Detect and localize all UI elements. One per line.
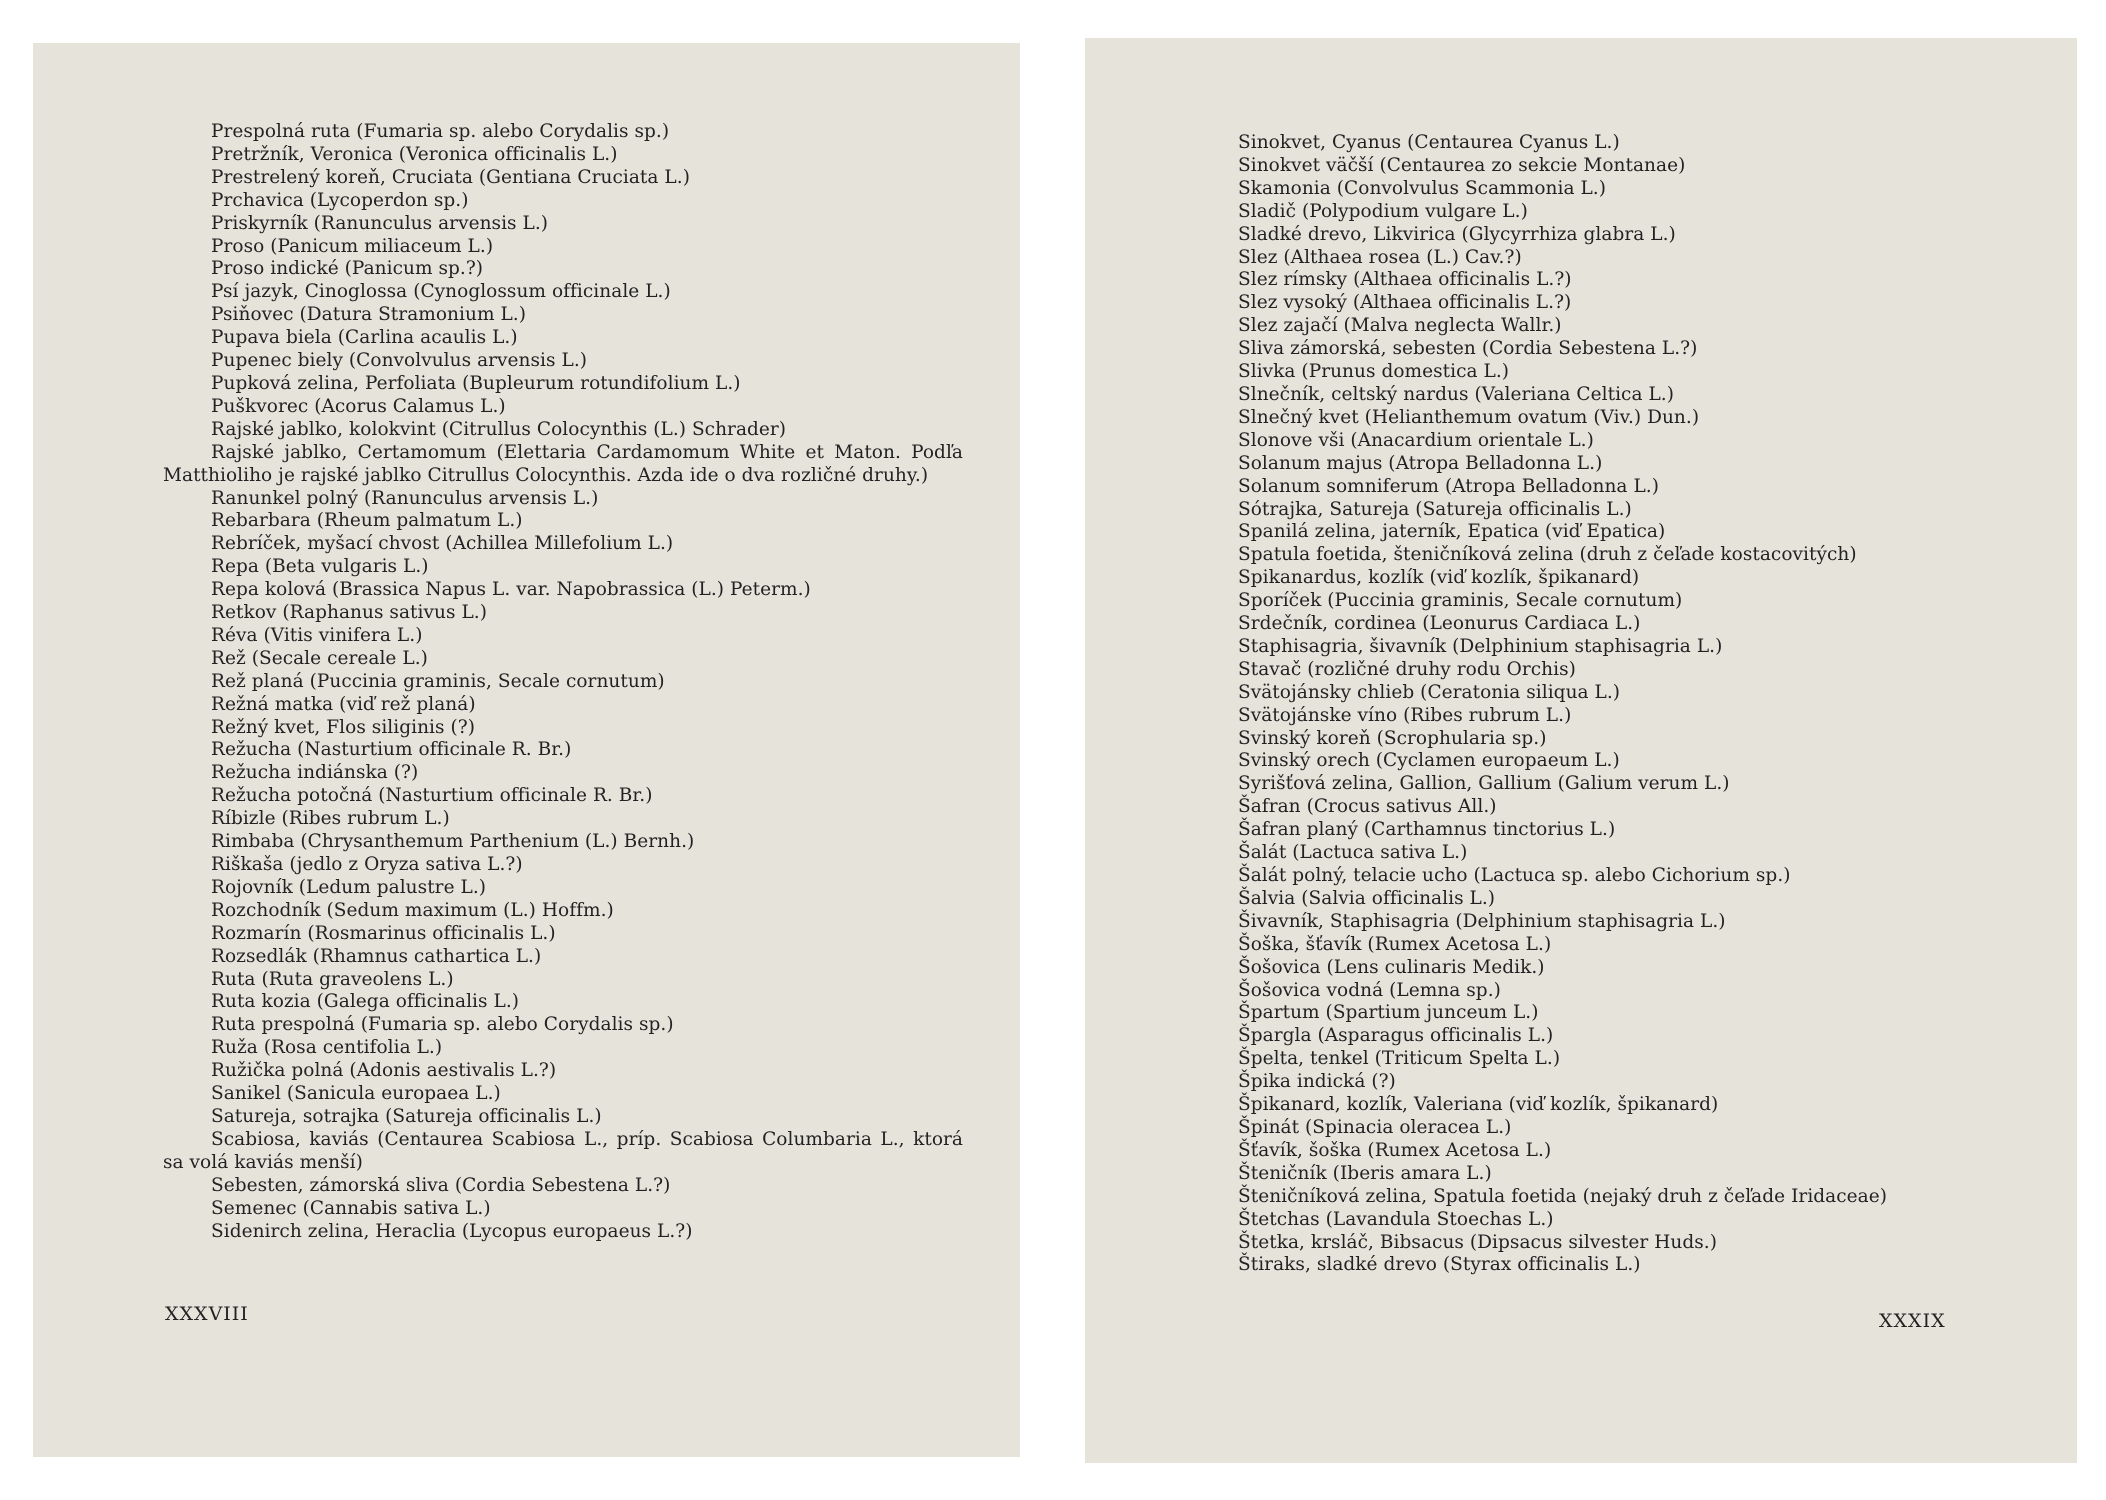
list-item: Štiraks, sladké drevo (Styrax officinalis L.)	[1238, 1254, 1641, 1276]
list-item: Repa (Beta vulgaris L.)	[211, 556, 429, 578]
list-item: Špikanard, kozlík, Valeriana (viď kozlík, špikanard)	[1238, 1094, 1719, 1116]
list-item: Šoška, šťavík (Rumex Acetosa L.)	[1238, 933, 1552, 955]
list-item: Ružička polná (Adonis aestivalis L.?)	[211, 1060, 557, 1082]
list-item: Proso (Panicum miliaceum L.)	[211, 235, 494, 257]
list-item: Rimbaba (Chrysanthemum Parthenium (L.) Bernh.)	[211, 831, 695, 853]
list-item: Slez rímsky (Althaea officinalis L.?)	[1238, 269, 1572, 291]
list-item: Šafran planý (Carthamnus tinctorius L.)	[1238, 819, 1616, 841]
list-item: Rozmarín (Rosmarinus officinalis L.)	[211, 922, 556, 944]
list-item: Rež (Secale cereale L.)	[211, 647, 428, 669]
list-item: Svinský koreň (Scrophularia sp.)	[1238, 727, 1547, 749]
list-item: Rebarbara (Rheum palmatum L.)	[211, 510, 523, 532]
list-item: Rojovník (Ledum palustre L.)	[211, 876, 487, 898]
list-item: Spanilá zelina, jaterník, Epatica (viď Epatica)	[1238, 521, 1666, 543]
list-item: Rebríček, myšací chvost (Achillea Millefolium L.)	[211, 533, 674, 555]
list-item: Svätojánske víno (Ribes rubrum L.)	[1238, 704, 1572, 726]
list-item: Psiňovec (Datura Stramonium L.)	[211, 304, 527, 326]
list-item: Šivavník, Staphisagria (Delphinium staphisagria L.)	[1238, 910, 1726, 932]
list-item: Režucha indiánska (?)	[211, 762, 419, 784]
list-item: Šalát (Lactuca sativa L.)	[1238, 842, 1468, 864]
list-item: Sebesten, zámorská sliva (Cordia Sebestena L.?)	[211, 1174, 671, 1196]
list-item: Solanum somniferum (Atropa Belladonna L.)	[1238, 475, 1659, 497]
list-item: Režný kvet, Flos siliginis (?)	[211, 716, 476, 738]
list-item: Skamonia (Convolvulus Scammonia L.)	[1238, 177, 1607, 199]
list-item: Slivka (Prunus domestica L.)	[1238, 361, 1510, 383]
list-item: Šošovica vodná (Lemna sp.)	[1238, 979, 1501, 1001]
left-page	[33, 43, 1020, 1457]
list-item: Retkov (Raphanus sativus L.)	[211, 602, 487, 624]
right-page	[1085, 38, 2077, 1463]
list-item: Svinský orech (Cyclamen europaeum L.)	[1238, 750, 1620, 772]
list-item: Prespolná ruta (Fumaria sp. alebo Corydalis sp.)	[211, 121, 670, 142]
list-item: Šteničník (Iberis amara L.)	[1238, 1162, 1492, 1184]
list-item: Rajské jablko, Certamomum (Elettaria Cardamomum White et Maton. Podľa Matthioliho je rajské jablko Citrullus Colocynthis. Azda ide o dva rozličné druhy.)	[163, 441, 963, 486]
list-item: Priskyrník (Ranunculus arvensis L.)	[211, 212, 549, 234]
list-item: Špargla (Asparagus officinalis L.)	[1238, 1025, 1554, 1047]
list-item: Šafran (Crocus sativus All.)	[1238, 796, 1497, 818]
list-item: Sinokvet, Cyanus (Centaurea Cyanus L.)	[1238, 132, 1620, 153]
list-item: Syrišťová zelina, Gallion, Gallium (Galium verum L.)	[1238, 773, 1730, 795]
list-item: Špika indická (?)	[1238, 1071, 1396, 1093]
list-item: Prchavica (Lycoperdon sp.)	[211, 189, 469, 211]
list-item: Slnečník, celtský nardus (Valeriana Celtica L.)	[1238, 383, 1674, 405]
list-item: Satureja, sotrajka (Satureja officinalis L.)	[211, 1105, 602, 1127]
list-item: Sinokvet väčší (Centaurea zo sekcie Montanae)	[1238, 154, 1686, 176]
list-item: Ruta prespolná (Fumaria sp. alebo Corydalis sp.)	[211, 1014, 674, 1036]
list-item: Ranunkel polný (Ranunculus arvensis L.)	[211, 487, 599, 509]
list-item: Režucha potočná (Nasturtium officinale R. Br.)	[211, 785, 653, 807]
list-item: Rozsedlák (Rhamnus cathartica L.)	[211, 945, 542, 967]
list-item: Slez zajačí (Malva neglecta Wallr.)	[1238, 315, 1562, 337]
list-item: Slez (Althaea rosea (L.) Cav.?)	[1238, 246, 1522, 268]
list-item: Puškvorec (Acorus Calamus L.)	[211, 395, 506, 417]
list-item: Sótrajka, Satureja (Satureja officinalis L.)	[1238, 498, 1632, 520]
list-item: Pupková zelina, Perfoliata (Bupleurum rotundifolium L.)	[211, 372, 741, 394]
list-item: Slonove vši (Anacardium orientale L.)	[1238, 429, 1594, 451]
list-item: Semenec (Cannabis sativa L.)	[211, 1197, 491, 1219]
list-item: Rozchodník (Sedum maximum (L.) Hoffm.)	[211, 899, 614, 921]
list-item: Slnečný kvet (Helianthemum ovatum (Viv.) Dun.)	[1238, 406, 1700, 428]
list-item: Rež planá (Puccinia graminis, Secale cornutum)	[211, 670, 665, 692]
list-item: Pretržník, Veronica (Veronica officinalis L.)	[211, 143, 618, 165]
list-item: Ríbizle (Ribes rubrum L.)	[211, 808, 450, 830]
list-item: Špinát (Spinacia oleracea L.)	[1238, 1116, 1512, 1138]
right-entry-list	[1085, 132, 2077, 1277]
list-item: Špelta, tenkel (Triticum Spelta L.)	[1238, 1048, 1561, 1070]
list-item: Šteničníková zelina, Spatula foetida (nejaký druh z čeľade Iridaceae)	[1238, 1185, 1888, 1207]
list-item: Špartum (Spartium junceum L.)	[1238, 1002, 1539, 1024]
list-item: Štetchas (Lavandula Stoechas L.)	[1238, 1208, 1554, 1230]
list-item: Réva (Vitis vinifera L.)	[211, 624, 423, 646]
list-item: Srdečník, cordinea (Leonurus Cardiaca L.)	[1238, 613, 1641, 635]
list-item: Sanikel (Sanicula europaea L.)	[211, 1083, 501, 1105]
list-item: Sliva zámorská, sebesten (Cordia Sebestena L.?)	[1238, 338, 1698, 360]
list-item: Šalát polný, telacie ucho (Lactuca sp. alebo Cichorium sp.)	[1238, 865, 1791, 886]
left-entry-list	[33, 121, 1020, 1243]
list-item: Rajské jablko, kolokvint (Citrullus Colocynthis (L.) Schrader)	[211, 418, 787, 440]
list-item: Riškaša (jedlo z Oryza sativa L.?)	[211, 854, 523, 875]
list-item: Svätojánsky chlieb (Ceratonia siliqua L.)	[1238, 681, 1621, 703]
list-item: Pupava biela (Carlina acaulis L.)	[211, 327, 518, 349]
list-item: Sporíček (Puccinia graminis, Secale cornutum)	[1238, 590, 1683, 612]
list-item: Režná matka (viď rež planá)	[211, 693, 476, 715]
list-item: Ruta (Ruta graveolens L.)	[211, 968, 454, 990]
list-item: Spikanardus, kozlík (viď kozlík, špikanard)	[1238, 567, 1640, 589]
list-item: Šošovica (Lens culinaris Medik.)	[1238, 956, 1545, 978]
list-item: Repa kolová (Brassica Napus L. var. Napobrassica (L.) Peterm.)	[211, 579, 811, 601]
list-item: Sladič (Polypodium vulgare L.)	[1238, 200, 1528, 222]
list-item: Šťavík, šoška (Rumex Acetosa L.)	[1238, 1139, 1552, 1161]
list-item: Prestrelený koreň, Cruciata (Gentiana Cruciata L.)	[211, 166, 690, 188]
list-item: Scabiosa, kaviás (Centaurea Scabiosa L., príp. Scabiosa Columbaria L., ktorá sa volá kaviás menší)	[163, 1128, 963, 1173]
list-item: Spatula foetida, šteničníková zelina (druh z čeľade kostacovitých)	[1238, 544, 1857, 566]
list-item: Psí jazyk, Cinoglossa (Cynoglossum officinale L.)	[211, 281, 671, 303]
list-item: Sladké drevo, Likvirica (Glycyrrhiza glabra L.)	[1238, 223, 1676, 245]
list-item: Stavač (rozličné druhy rodu Orchis)	[1238, 658, 1576, 680]
list-item: Šalvia (Salvia officinalis L.)	[1238, 887, 1496, 909]
page-number: XXXVIII	[165, 1303, 249, 1325]
list-item: Ruža (Rosa centifolia L.)	[211, 1037, 443, 1059]
list-item: Režucha (Nasturtium officinale R. Br.)	[211, 739, 572, 761]
list-item: Ruta kozia (Galega officinalis L.)	[211, 991, 520, 1013]
list-item: Solanum majus (Atropa Belladonna L.)	[1238, 452, 1603, 474]
page-number: XXXIX	[1879, 1310, 1946, 1332]
list-item: Pupenec biely (Convolvulus arvensis L.)	[211, 350, 588, 372]
list-item: Proso indické (Panicum sp.?)	[211, 258, 484, 280]
list-item: Štetka, krsláč, Bibsacus (Dipsacus silvester Huds.)	[1238, 1231, 1717, 1253]
list-item: Slez vysoký (Althaea officinalis L.?)	[1238, 292, 1572, 314]
list-item: Sidenirch zelina, Heraclia (Lycopus europaeus L.?)	[211, 1220, 693, 1242]
list-item: Staphisagria, šivavník (Delphinium staphisagria L.)	[1238, 635, 1723, 657]
